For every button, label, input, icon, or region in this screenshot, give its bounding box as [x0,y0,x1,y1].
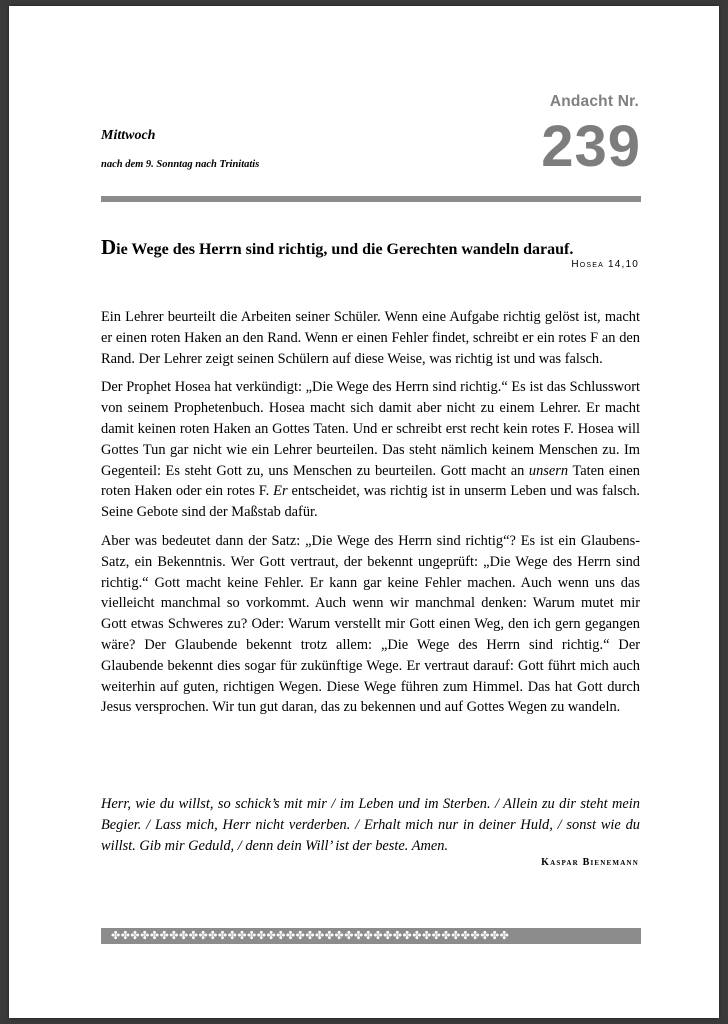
andacht-label: Andacht Nr. [549,93,639,110]
emphasis-er: Er [273,483,288,500]
weekday-heading: Mittwoch [101,128,156,143]
flower-ornament-icon: ✤✤✤✤✤✤✤✤✤✤✤✤✤✤✤✤✤✤✤✤✤✤✤✤✤✤✤✤✤✤✤✤✤✤✤✤✤✤✤✤✤ [111,929,510,942]
prayer-author: Kaspar Bienemann [541,857,639,868]
bible-verse [101,235,641,260]
footer-ornament-bar [101,928,641,944]
header-divider [101,196,641,202]
paragraph-1: Ein Lehrer beurteilt die Arbeiten seiner Schüler. Wenn eine Aufgabe richtig gelöst ist, macht er einen roten Haken an den Rand. Wenn er einen Fehler findet, schreibt er ein rotes F an den Rand. Der Lehrer zeigt seinen Schülern auf diese Weise, was richtig ist und was falsch. [101,309,640,367]
verse-initial: D [101,235,117,259]
emphasis-unsern: unsern [528,462,569,479]
verse-reference: Hosea 14,10 [571,259,639,270]
paragraph-3: Aber was bedeutet dann der Satz: „Die Wege des Herrn sind richtig“? Es ist ein Glaubens-Satz, ein Bekenntnis. Wer Gott vertraut, der bekennt ungeprüft: „Die Wege des Herrn sind richtig.“ Gott macht keine Fehler. Er kann gar keine Fehler machen. Auch wenn uns das vielleicht manchmal so vorkommt. Auch wenn wir manchmal denken: Warum mutet mir Gott etwas Schweres zu? Oder: Warum verstellt mir Gott einen Weg, den ich gern gegangen wäre? Der Glaubende bekennt trotz allem: „Die Wege des Herrn sind richtig.“ Der Glaubende bekennt dies sogar für zukünftige Wege. Er vertraut darauf: Gott führt mich auch weiterhin auf guten, richtigen Wegen. Diese Wege führen zum Himmel. Das hat Gott durch Jesus versprochen. Wir tun gut daran, das zu bekennen und auf Gottes Wegen zu wandeln. [101,532,640,716]
closing-prayer: Herr, wie du willst, so schick’s mit mir / im Leben und im Sterben. / Allein zu dir steht mein Begier. / Lass mich, Herr nicht verderben. / Erhalt mich nur in deiner Huld, / sonst wie du willst. Gib mir Geduld, / denn dein Will’ ist der beste. Amen. [101,796,640,854]
devotion-body [101,307,640,726]
verse-text: ie Wege des Herrn sind richtig, und die Gerechten wandeln darauf. [116,241,574,258]
paragraph-2: Der Prophet Hosea hat verkündigt: „Die Wege des Herrn sind richtig.“ Es ist das Schlusswort von seinem Prophetenbuch. Hosea macht sich damit aber nicht zu einem Lehrer. Er macht damit keinen roten Haken an Gottes Taten. Und er schreibt erst recht kein rotes F. Hosea will Gottes Tun gar nicht wie ein Lehrer beurteilen. Das steht nämlich keinem Menschen zu. Im Gegenteil: Es steht Gott zu, uns Menschen zu beurteilen. Gott macht an unsern Taten einen roten Haken oder ein rotes F. Er entscheidet, was richtig ist in unserm Leben und was falsch. Seine Gebote sind der Maßstab dafür. [101,379,640,521]
document-page [9,6,719,1018]
church-calendar-subtitle: nach dem 9. Sonntag nach Trinitatis [101,159,260,170]
andacht-number: 239 [541,114,641,179]
